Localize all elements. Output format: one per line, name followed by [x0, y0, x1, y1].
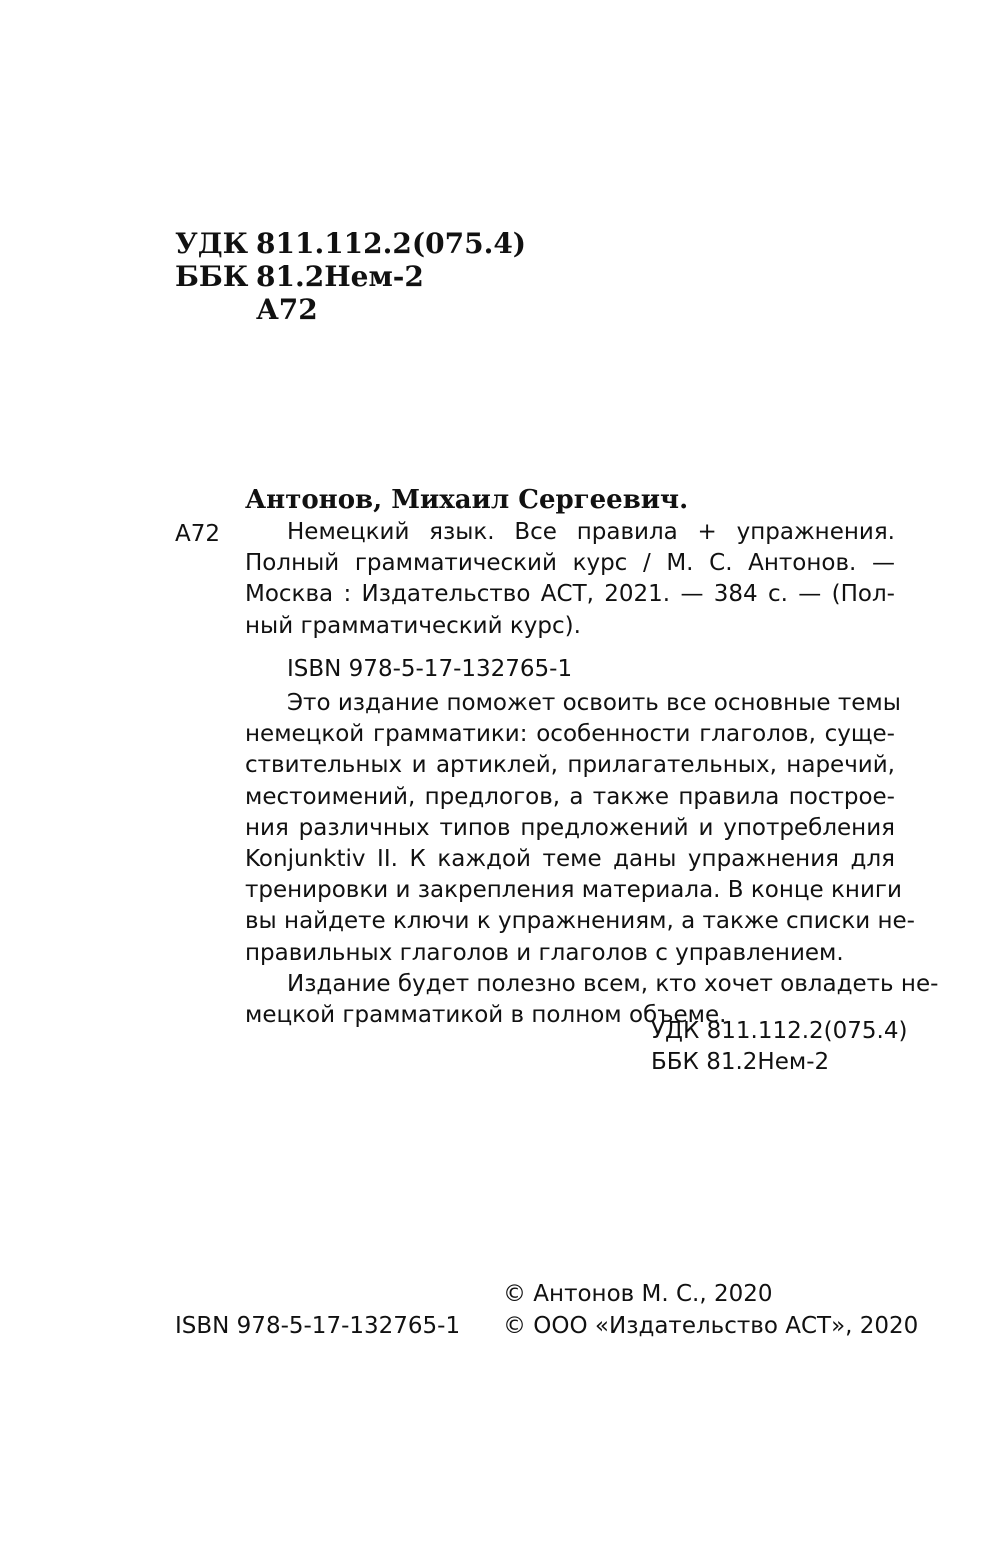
card-udk-code: УДК 811.112.2(075.4): [651, 1018, 908, 1044]
annotation-line: местоимений, предлогов, а также правила построе-: [245, 783, 895, 810]
annotation-line: Konjunktiv II. К каждой теме даны упражнения для: [245, 846, 895, 873]
annotation-line: тренировки и закрепления материала. В конце книги: [245, 877, 902, 904]
usage-line: Издание будет полезно всем, кто хочет овладеть не-: [287, 970, 939, 997]
bibliographic-line: Немецкий язык. Все правила + упражнения.: [287, 519, 895, 545]
annotation-line: ствительных и артиклей, прилагательных, наречий,: [245, 752, 895, 779]
udk-label: УДК: [175, 227, 249, 260]
bibliographic-line: Москва : Издательство АСТ, 2021. — 384 с. — (Пол-: [245, 581, 895, 608]
bibliographic-line: ный грамматический курс).: [245, 612, 581, 639]
author-name: Антонов, Михаил Сергеевич.: [245, 485, 689, 515]
annotation-line: Это издание поможет освоить все основные темы: [287, 690, 901, 716]
author-sign: А72: [256, 293, 318, 326]
card-index: А72: [175, 521, 221, 547]
bibliographic-line: Полный грамматический курс / М. С. Антонов. —: [245, 550, 895, 577]
annotation-line: немецкой грамматики: особенности глаголов, суще-: [245, 721, 895, 748]
card-isbn: ISBN 978-5-17-132765-1: [287, 656, 573, 682]
copyright-publisher: © ООО «Издательство АСТ», 2020: [503, 1313, 919, 1339]
copyright-author: © Антонов М. С., 2020: [503, 1281, 773, 1307]
annotation-line: ния различных типов предложений и употребления: [245, 814, 895, 841]
annotation-line: вы найдете ключи к упражнениям, а также списки не-: [245, 908, 915, 935]
bibliographic-description: [245, 517, 895, 642]
bbk-value: 81.2Нем-2: [256, 260, 424, 293]
usage-line: мецкой грамматикой в полном объеме.: [245, 1002, 727, 1029]
udk-value: 811.112.2(075.4): [256, 227, 527, 260]
annotation-line: правильных глаголов и глаголов с управлением.: [245, 939, 844, 966]
card-bbk-code: ББК 81.2Нем-2: [651, 1049, 830, 1075]
footer-isbn: ISBN 978-5-17-132765-1: [175, 1313, 461, 1339]
bbk-label: ББК: [175, 260, 249, 293]
